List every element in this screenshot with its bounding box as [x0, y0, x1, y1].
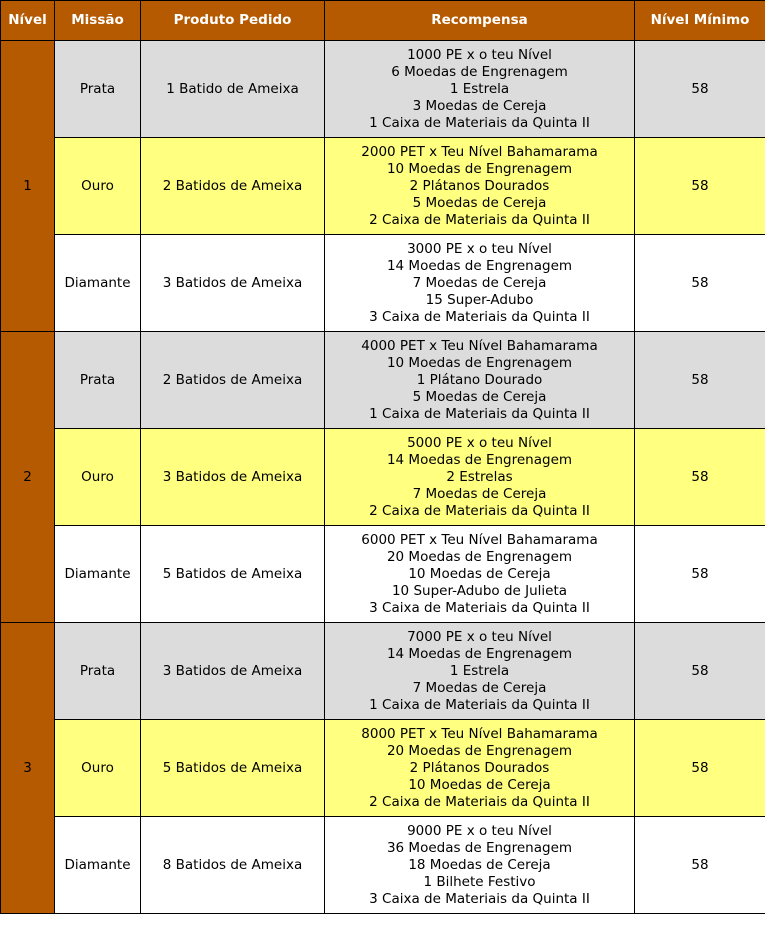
- table-row: [1, 429, 765, 526]
- reward-line: 5 Moedas de Cereja: [412, 194, 547, 211]
- reward-line: 3000 PE x o teu Nível: [407, 240, 552, 257]
- min-level-cell: 58: [635, 623, 765, 720]
- reward-cell: [325, 138, 635, 235]
- mission-tier-cell: Diamante: [55, 526, 141, 623]
- reward-line: 1 Estrela: [449, 662, 510, 679]
- header-row: [1, 1, 765, 41]
- reward-line: 7000 PE x o teu Nível: [407, 628, 552, 645]
- product-cell: 3 Batidos de Ameixa: [141, 235, 325, 332]
- table-row: [1, 332, 765, 429]
- table-row: [1, 720, 765, 817]
- reward-cell: [325, 526, 635, 623]
- reward-cell: [325, 41, 635, 138]
- reward-line: 1 Caixa de Materiais da Quinta II: [369, 696, 590, 713]
- reward-line: 5000 PE x o teu Nível: [407, 434, 552, 451]
- reward-line: 2 Caixa de Materiais da Quinta II: [369, 793, 590, 810]
- mission-tier-cell: Ouro: [55, 429, 141, 526]
- mission-tier-cell: Ouro: [55, 720, 141, 817]
- reward-line: 1 Estrela: [449, 80, 510, 97]
- min-level-cell: 58: [635, 41, 765, 138]
- min-level-cell: 58: [635, 235, 765, 332]
- reward-line: 20 Moedas de Engrenagem: [386, 742, 573, 759]
- reward-line: 15 Super-Adubo: [425, 291, 534, 308]
- min-level-cell: 58: [635, 429, 765, 526]
- reward-line: 6 Moedas de Engrenagem: [391, 63, 568, 80]
- mission-tier-cell: Prata: [55, 41, 141, 138]
- reward-line: 9000 PE x o teu Nível: [407, 822, 552, 839]
- product-cell: 5 Batidos de Ameixa: [141, 526, 325, 623]
- reward-line: 2 Plátanos Dourados: [409, 759, 550, 776]
- reward-line: 4000 PET x Teu Nível Bahamarama: [361, 337, 598, 354]
- reward-line: 1 Bilhete Festivo: [423, 873, 536, 890]
- min-level-cell: 58: [635, 138, 765, 235]
- reward-cell: [325, 720, 635, 817]
- product-cell: 1 Batido de Ameixa: [141, 41, 325, 138]
- reward-line: 7 Moedas de Cereja: [412, 274, 547, 291]
- reward-line: 20 Moedas de Engrenagem: [386, 548, 573, 565]
- reward-line: 1 Caixa de Materiais da Quinta II: [369, 114, 590, 131]
- reward-line: 10 Moedas de Cereja: [408, 565, 551, 582]
- reward-line: 2 Caixa de Materiais da Quinta II: [369, 502, 590, 519]
- mission-tier-cell: Diamante: [55, 235, 141, 332]
- reward-cell: [325, 429, 635, 526]
- product-cell: 3 Batidos de Ameixa: [141, 429, 325, 526]
- header-recompensa: Recompensa: [325, 1, 635, 41]
- reward-line: 7 Moedas de Cereja: [412, 485, 547, 502]
- reward-line: 14 Moedas de Engrenagem: [386, 451, 573, 468]
- table-row: [1, 235, 765, 332]
- reward-line: 10 Moedas de Engrenagem: [386, 354, 573, 371]
- mission-tier-cell: Prata: [55, 332, 141, 429]
- mission-tier-cell: Prata: [55, 623, 141, 720]
- reward-line: 2 Estrelas: [446, 468, 513, 485]
- reward-line: 1 Plátano Dourado: [416, 371, 543, 388]
- reward-line: 2 Caixa de Materiais da Quinta II: [369, 211, 590, 228]
- reward-line: 1000 PE x o teu Nível: [407, 46, 552, 63]
- level-cell: 2: [1, 332, 55, 623]
- reward-line: 2000 PET x Teu Nível Bahamarama: [361, 143, 598, 160]
- product-cell: 3 Batidos de Ameixa: [141, 623, 325, 720]
- reward-line: 6000 PET x Teu Nível Bahamarama: [361, 531, 598, 548]
- reward-line: 3 Caixa de Materiais da Quinta II: [369, 599, 590, 616]
- table-row: [1, 623, 765, 720]
- reward-cell: [325, 623, 635, 720]
- min-level-cell: 58: [635, 332, 765, 429]
- reward-line: 7 Moedas de Cereja: [412, 679, 547, 696]
- reward-line: 8000 PET x Teu Nível Bahamarama: [361, 725, 598, 742]
- reward-line: 14 Moedas de Engrenagem: [386, 257, 573, 274]
- product-cell: 5 Batidos de Ameixa: [141, 720, 325, 817]
- reward-line: 10 Moedas de Engrenagem: [386, 160, 573, 177]
- level-cell: 3: [1, 623, 55, 914]
- reward-line: 1 Caixa de Materiais da Quinta II: [369, 405, 590, 422]
- header-nivel-minimo: Nível Mínimo: [635, 1, 765, 41]
- product-cell: 2 Batidos de Ameixa: [141, 332, 325, 429]
- reward-line: 5 Moedas de Cereja: [412, 388, 547, 405]
- reward-cell: [325, 332, 635, 429]
- header-nivel: Nível: [1, 1, 55, 41]
- table-row: [1, 817, 765, 914]
- reward-line: 14 Moedas de Engrenagem: [386, 645, 573, 662]
- mission-tier-cell: Ouro: [55, 138, 141, 235]
- product-cell: 2 Batidos de Ameixa: [141, 138, 325, 235]
- mission-tier-cell: Diamante: [55, 817, 141, 914]
- min-level-cell: 58: [635, 720, 765, 817]
- reward-line: 18 Moedas de Cereja: [408, 856, 551, 873]
- reward-line: 3 Moedas de Cereja: [412, 97, 547, 114]
- min-level-cell: 58: [635, 817, 765, 914]
- reward-line: 3 Caixa de Materiais da Quinta II: [369, 890, 590, 907]
- min-level-cell: 58: [635, 526, 765, 623]
- table-row: [1, 526, 765, 623]
- reward-cell: [325, 817, 635, 914]
- level-cell: 1: [1, 41, 55, 332]
- table-row: [1, 138, 765, 235]
- reward-line: 10 Super-Adubo de Julieta: [391, 582, 568, 599]
- table-header: [1, 1, 765, 41]
- reward-line: 36 Moedas de Engrenagem: [386, 839, 573, 856]
- reward-line: 3 Caixa de Materiais da Quinta II: [369, 308, 590, 325]
- reward-cell: [325, 235, 635, 332]
- product-cell: 8 Batidos de Ameixa: [141, 817, 325, 914]
- reward-line: 2 Plátanos Dourados: [409, 177, 550, 194]
- table-body: [1, 41, 765, 914]
- header-produto-pedido: Produto Pedido: [141, 1, 325, 41]
- table-row: [1, 41, 765, 138]
- header-missao: Missão: [55, 1, 141, 41]
- reward-line: 10 Moedas de Cereja: [408, 776, 551, 793]
